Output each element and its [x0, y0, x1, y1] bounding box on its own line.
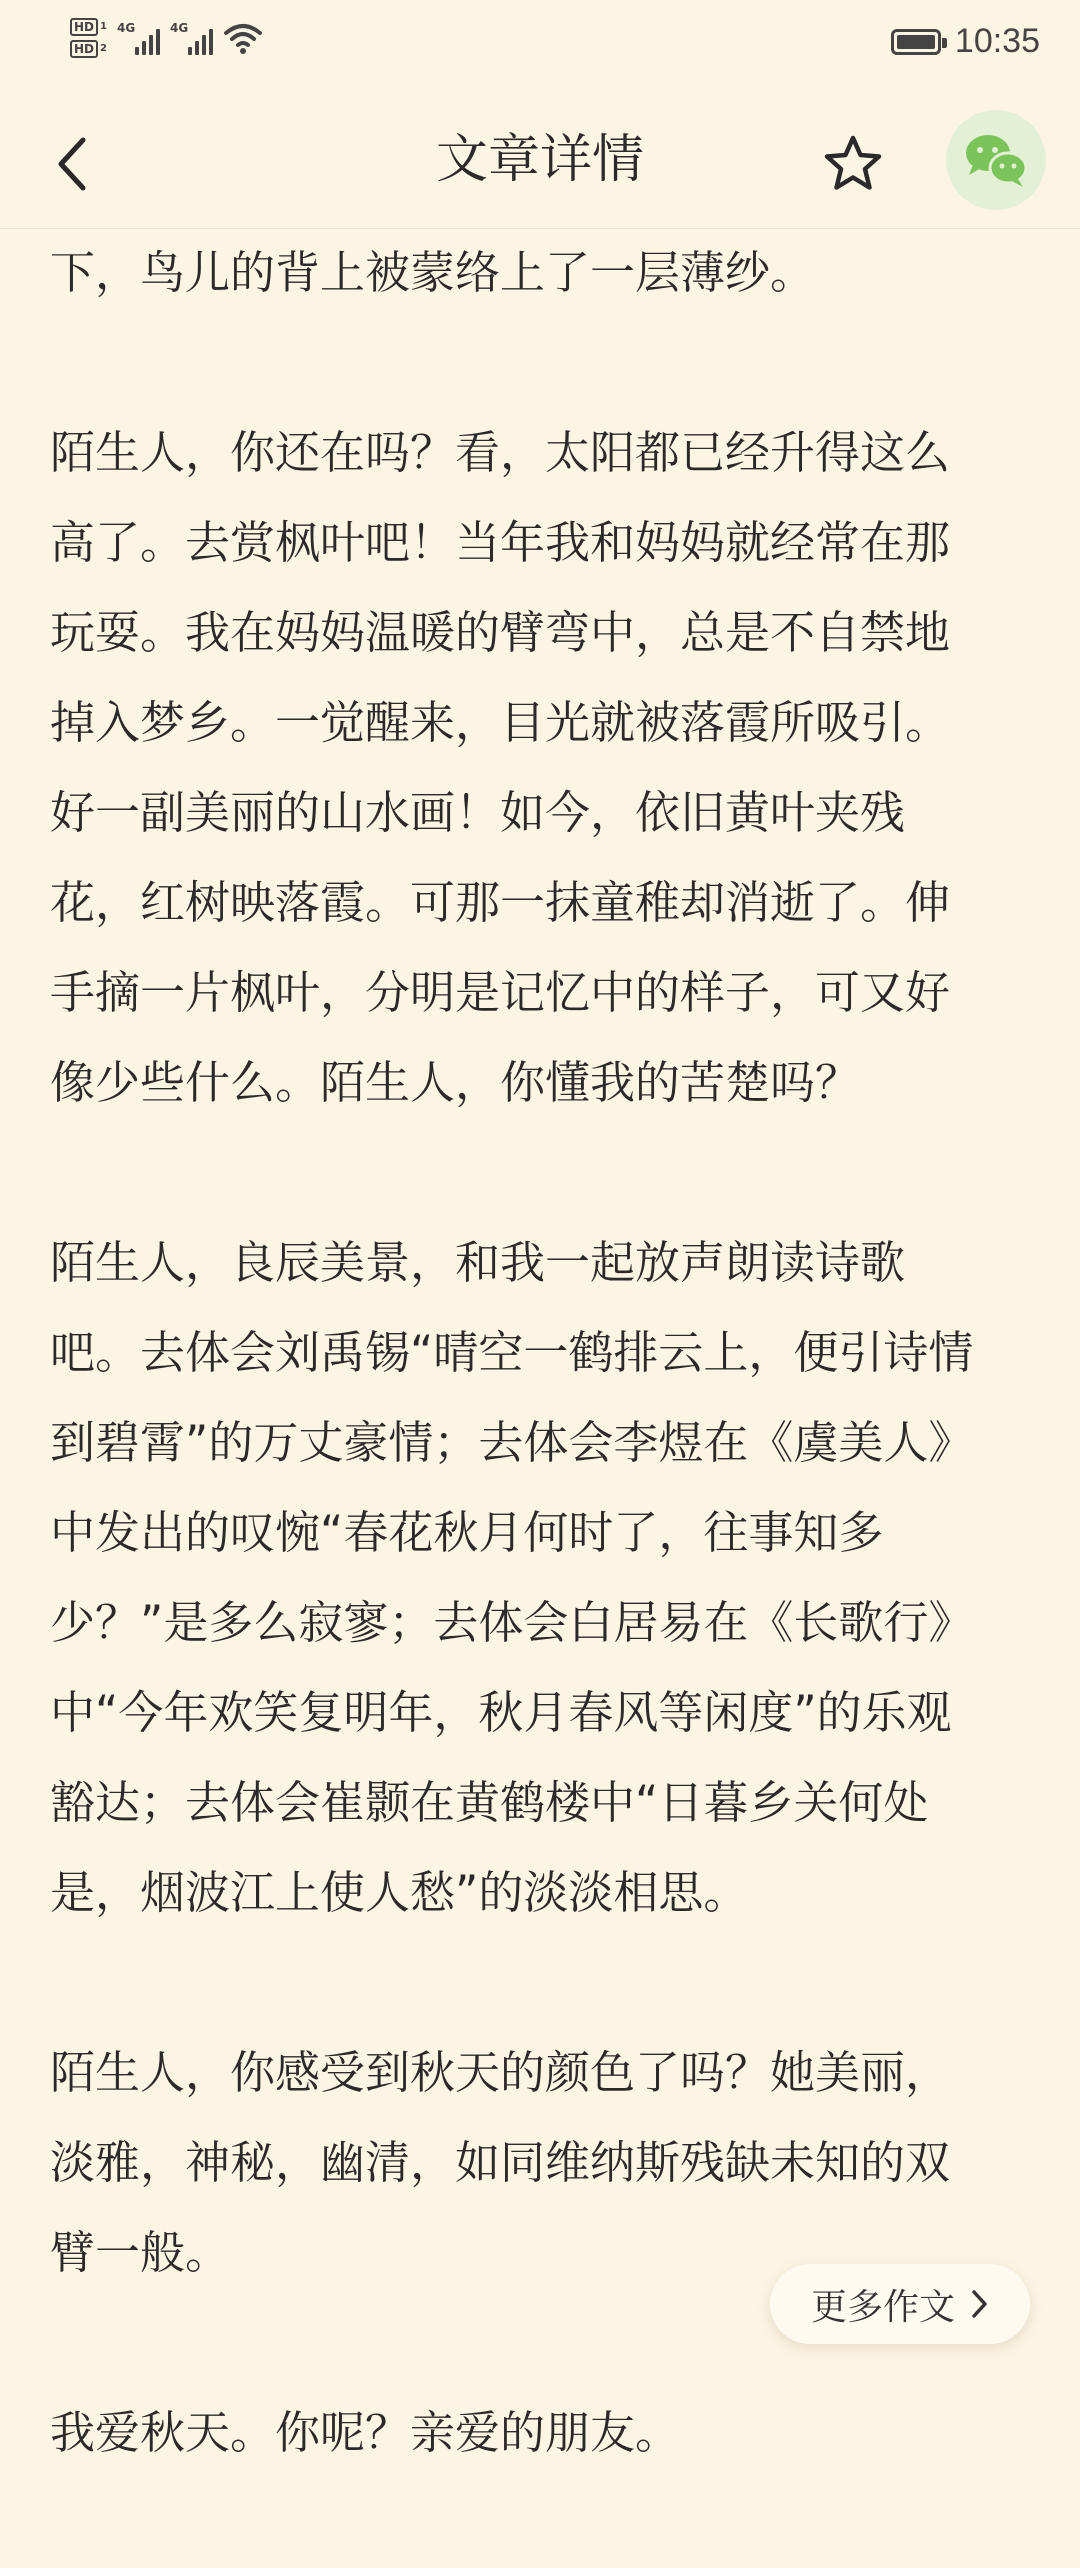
hd-num-2: 2 — [100, 43, 107, 54]
paragraph-line: 陌生人，你感受到秋天的颜色了吗？她美丽， — [50, 2046, 951, 2099]
article-content — [50, 228, 1040, 2568]
paragraph-line: 玩耍。我在妈妈温暖的臂弯中，总是不自禁地 — [50, 606, 951, 659]
status-left — [70, 18, 263, 58]
more-essays-button[interactable] — [770, 2264, 1030, 2344]
article-paragraph — [50, 2028, 1040, 2298]
status-bar — [0, 0, 1080, 100]
article-paragraph — [50, 228, 1040, 318]
article-paragraph — [50, 1218, 1040, 1938]
hd-label-2: HD — [70, 40, 98, 58]
paragraph-line: 陌生人，良辰美景，和我一起放声朗读诗歌 — [50, 1236, 906, 1289]
paragraph-line: 中发出的叹惋“春花秋月何时了，往事知多 — [50, 1506, 884, 1559]
nav-bar — [0, 100, 1080, 229]
hd-icon-2 — [70, 40, 107, 58]
paragraph-line: 花，红树映落霞。可那一抹童稚却消逝了。伸 — [50, 876, 951, 929]
paragraph-line: 像少些什么。陌生人，你懂我的苦楚吗？ — [50, 1056, 861, 1109]
signal-icon-2 — [170, 21, 213, 55]
star-outline-icon — [822, 133, 884, 195]
paragraph-line: 手摘一片枫叶，分明是记忆中的样子，可又好 — [50, 966, 951, 1019]
paragraph-line: 吧。去体会刘禹锡“晴空一鹤排云上，便引诗情 — [50, 1326, 974, 1379]
paragraph-line: 豁达；去体会崔颢在黄鹤楼中“日暮乡关何处 — [50, 1776, 929, 1829]
hd-num-1: 1 — [100, 21, 107, 32]
paragraph-line: 下，鸟儿的背上被蒙络上了一层薄纱。 — [50, 246, 816, 299]
paragraph-line: 到碧霄”的万丈豪情；去体会李煜在《虞美人》 — [50, 1416, 974, 1469]
paragraph-line: 高了。去赏枫叶吧！当年我和妈妈就经常在那 — [50, 516, 951, 569]
page-title: 文章详情 — [435, 130, 644, 190]
favorite-button[interactable] — [808, 124, 898, 204]
battery-icon — [891, 29, 941, 55]
more-essays-label: 更多作文 — [810, 2286, 955, 2328]
paragraph-line: 我爱秋天。你呢？亲爱的朋友。 — [50, 2406, 681, 2459]
signal-icon-1 — [117, 21, 160, 55]
paragraph-line: 掉入梦乡。一觉醒来，目光就被落霞所吸引。 — [50, 696, 951, 749]
paragraph-line: 少？”是多么寂寥；去体会白居易在《长歌行》 — [50, 1596, 974, 1649]
status-right — [891, 22, 1040, 61]
clock: 10:35 — [954, 22, 1040, 60]
paragraph-line: 是，烟波江上使人愁”的淡淡相思。 — [50, 1866, 749, 1919]
chevron-right-icon — [969, 2288, 989, 2320]
article-paragraph — [50, 408, 1040, 1128]
hd-indicators — [70, 18, 107, 58]
signal-tag-1: 4G — [116, 21, 136, 35]
wifi-icon — [223, 21, 263, 55]
paragraph-line: 陌生人，你还在吗？看，太阳都已经升得这么 — [50, 426, 951, 479]
signal-tag-2: 4G — [169, 21, 189, 35]
hd-icon-1 — [70, 18, 107, 36]
hd-label-1: HD — [70, 18, 98, 36]
paragraph-line: 臂一般。 — [50, 2226, 231, 2279]
article-paragraph — [50, 2388, 1040, 2478]
paragraph-line: 淡雅，神秘，幽清，如同维纳斯残缺未知的双 — [50, 2136, 951, 2189]
paragraph-line: 好一副美丽的山水画！如今，依旧黄叶夹残 — [50, 786, 906, 839]
wechat-icon — [963, 131, 1029, 189]
wechat-share-button[interactable] — [946, 110, 1046, 210]
paragraph-line: 中“今年欢笑复明年，秋月春风等闲度”的乐观 — [50, 1686, 952, 1739]
